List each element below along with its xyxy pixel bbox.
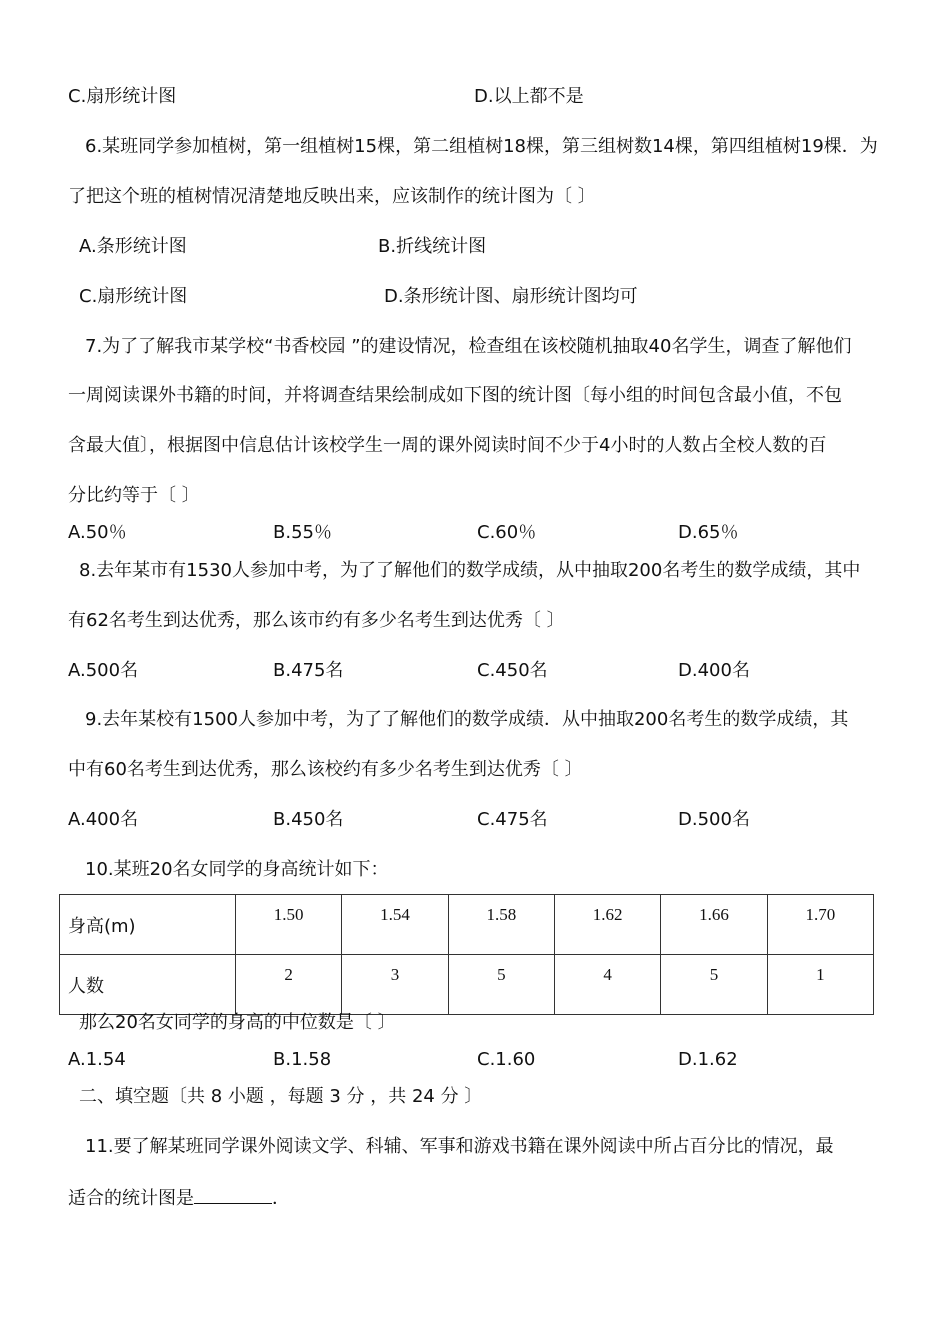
- q9-option-c: C.475名: [477, 809, 548, 830]
- table-row-counts: [60, 955, 874, 1015]
- table-cell-height: 1.66: [661, 895, 767, 955]
- q6-option-a: A.条形统计图: [79, 236, 187, 257]
- option-c: C.扇形统计图: [68, 86, 177, 107]
- table-cell-count: 5: [661, 955, 767, 1015]
- q6-text-line1: 6.某班同学参加植树，第一组植树15棵，第二组植树18棵，第三组树数14棵，第四组植树19棵．为: [85, 136, 878, 157]
- table-row-heights: [60, 895, 874, 955]
- q8-option-c: C.450名: [477, 660, 548, 681]
- q7-text-line4: 分比约等于〔 〕: [68, 485, 200, 506]
- table-cell-height: 1.58: [448, 895, 554, 955]
- table-cell-count: 5: [448, 955, 554, 1015]
- q6-option-c: C.扇形统计图: [79, 286, 188, 307]
- option-d: D.以上都不是: [474, 86, 584, 107]
- q10-question: 那么20名女同学的身高的中位数是〔 〕: [79, 1012, 396, 1033]
- q10-option-b: B.1.58: [273, 1049, 332, 1070]
- q9-text-line1: 9.去年某校有1500人参加中考，为了了解他们的数学成绩．从中抽取200名考生的数学成绩，其: [85, 709, 849, 730]
- q10-option-d: D.1.62: [678, 1049, 738, 1070]
- table-cell-height: 1.50: [236, 895, 342, 955]
- q6-option-b: B.折线统计图: [378, 236, 487, 257]
- table-header-height: 身高(m): [60, 895, 236, 955]
- table-cell-count: 3: [342, 955, 448, 1015]
- q8-option-d: D.400名: [678, 660, 750, 681]
- q9-option-d: D.500名: [678, 809, 750, 830]
- q7-text-line2: 一周阅读课外书籍的时间，并将调查结果绘制成如下图的统计图〔每小组的时间包含最小值，不包: [68, 385, 842, 406]
- q11-text-line1: 11.要了解某班同学课外阅读文学、科辅、军事和游戏书籍在课外阅读中所占百分比的情况，最: [85, 1136, 834, 1157]
- q7-option-d: D.65％: [678, 522, 739, 543]
- q8-text-line1: 8.去年某市有1530人参加中考，为了了解他们的数学成绩，从中抽取200名考生的数学成绩，其中: [79, 560, 861, 581]
- q7-option-a: A.50％: [68, 522, 127, 543]
- q7-option-b: B.55％: [273, 522, 332, 543]
- q7-option-c: C.60％: [477, 522, 537, 543]
- table-header-count: 人数: [60, 955, 236, 1015]
- table-cell-height: 1.62: [554, 895, 660, 955]
- table-cell-count: 1: [767, 955, 873, 1015]
- q10-intro: 10.某班20名女同学的身高统计如下：: [85, 859, 389, 880]
- section-title: 二、填空题〔共 8 小题 ，每题 3 分 ，共 24 分 〕: [79, 1086, 483, 1107]
- table-cell-count: 4: [554, 955, 660, 1015]
- q9-text-line2: 中有60名考生到达优秀，那么该校约有多少名考生到达优秀〔 〕: [68, 759, 583, 780]
- q11-text-line2: [68, 1185, 290, 1211]
- q8-option-b: B.475名: [273, 660, 344, 681]
- q6-text-line2: 了把这个班的植树情况清楚地反映出来，应该制作的统计图为〔 〕: [68, 186, 596, 207]
- table-cell-count: 2: [236, 955, 342, 1015]
- q10-option-c: C.1.60: [477, 1049, 536, 1070]
- q11-suffix: ．: [272, 1188, 290, 1209]
- q8-option-a: A.500名: [68, 660, 139, 681]
- q8-text-line2: 有62名考生到达优秀，那么该市约有多少名考生到达优秀〔 〕: [68, 610, 565, 631]
- table-cell-height: 1.54: [342, 895, 448, 955]
- q6-option-d: D.条形统计图、扇形统计图均可: [384, 286, 638, 307]
- q9-option-b: B.450名: [273, 809, 344, 830]
- q7-text-line3: 含最大值〕，根据图中信息估计该校学生一周的课外阅读时间不少于4小时的人数占全校人数的百: [68, 435, 827, 456]
- q9-option-a: A.400名: [68, 809, 139, 830]
- q10-option-a: A.1.54: [68, 1049, 126, 1070]
- table-cell-height: 1.70: [767, 895, 873, 955]
- q7-text-line1: 7.为了了解我市某学校“书香校园 ”的建设情况，检查组在该校随机抽取40名学生，调查了解他们: [85, 336, 852, 357]
- height-table: [59, 894, 874, 1015]
- answer-blank[interactable]: [194, 1185, 272, 1204]
- q11-prefix: 适合的统计图是: [68, 1188, 194, 1209]
